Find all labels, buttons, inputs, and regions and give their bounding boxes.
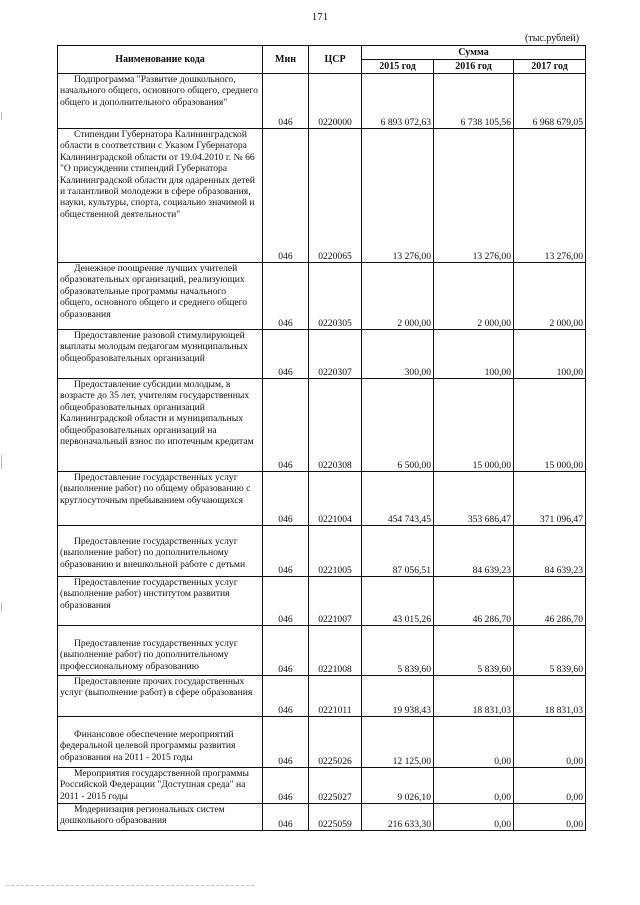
row-amount-2016: 84 639,23 [434,526,514,577]
row-ministry: 046 [263,804,309,831]
row-amount-2015: 6 893 072,63 [362,74,434,129]
row-ministry: 046 [263,472,309,526]
row-name-cell [58,74,263,129]
row-amount-2015: 12 125,00 [362,717,434,768]
scan-edge-mark [1,112,2,120]
row-name: Предоставление государственных услуг (выполнение работ) по дополнительному образованию и внешкольной работе с детьми [60,536,246,570]
row-ministry: 046 [263,74,309,129]
scan-edge-line [6,885,254,886]
row-amount-2017: 6 968 679,05 [514,74,586,129]
table-row [58,626,586,676]
row-amount-2016: 353 686,47 [434,472,514,526]
row-csr: 0221011 [309,676,362,717]
row-csr: 0220305 [309,263,362,330]
row-csr: 0225026 [309,717,362,768]
row-amount-2016: 18 831,03 [434,676,514,717]
scan-edge-mark [1,455,2,469]
row-amount-2015: 216 633,30 [362,804,434,831]
row-amount-2017: 84 639,23 [514,526,586,577]
row-csr: 0220307 [309,330,362,379]
row-csr: 0220065 [309,129,362,263]
table-row [58,577,586,626]
row-name-cell [58,330,263,379]
row-amount-2015: 19 938,43 [362,676,434,717]
row-amount-2016: 46 286,70 [434,577,514,626]
table-body [58,74,586,831]
row-amount-2017: 5 839,60 [514,626,586,676]
row-ministry: 046 [263,577,309,626]
column-header-csr: ЦСР [309,46,362,74]
table-row [58,330,586,379]
row-csr: 0221008 [309,626,362,676]
row-csr: 0220308 [309,379,362,472]
row-name-cell [58,768,263,804]
row-amount-2015: 87 056,51 [362,526,434,577]
table-row [58,472,586,526]
row-name-cell [58,526,263,577]
row-name-cell [58,263,263,330]
row-name-cell [58,717,263,768]
row-amount-2016: 15 000,00 [434,379,514,472]
row-amount-2017: 2 000,00 [514,263,586,330]
budget-table [57,45,586,831]
row-ministry: 046 [263,379,309,472]
row-name: Предоставление государственных услуг (выполнение работ) по общему образованию с круглосуточным пребыванием обучающихся [60,472,251,506]
table-row [58,804,586,831]
row-amount-2015: 13 276,00 [362,129,434,263]
row-amount-2015: 300,00 [362,330,434,379]
row-ministry: 046 [263,717,309,768]
row-amount-2015: 9 026,10 [362,768,434,804]
row-name: Модернизация региональных систем дошкольного образования [60,804,225,827]
row-amount-2016: 2 000,00 [434,263,514,330]
row-name: Финансовое обеспечение мероприятий федеральной целевой программы развития образования на 2011 - 2015 годы [60,729,236,763]
column-header-2017: 2017 год [514,60,586,74]
row-amount-2016: 0,00 [434,768,514,804]
row-amount-2016: 6 738 105,56 [434,74,514,129]
scan-edge-mark [1,602,2,612]
table-row [58,129,586,263]
column-header-ministry: Мин [263,46,309,74]
table-row [58,768,586,804]
row-amount-2016: 13 276,00 [434,129,514,263]
row-name: Денежное поощрение лучших учителей образовательных организаций, реализующих образовательные программы начального общего, основного общего и среднего общего образования [60,263,248,320]
row-ministry: 046 [263,676,309,717]
row-csr: 0221007 [309,577,362,626]
row-csr: 0221004 [309,472,362,526]
column-header-2016: 2016 год [434,60,514,74]
row-ministry: 046 [263,129,309,263]
row-csr: 0225027 [309,768,362,804]
row-amount-2016: 5 839,60 [434,626,514,676]
row-ministry: 046 [263,526,309,577]
row-amount-2017: 13 276,00 [514,129,586,263]
column-header-sum: Сумма [362,46,586,60]
row-amount-2017: 0,00 [514,768,586,804]
row-ministry: 046 [263,330,309,379]
row-amount-2017: 0,00 [514,717,586,768]
row-name: Предоставление разовой стимулирующей выплаты молодым педагогам муниципальных общеобразовательных организаций [60,330,248,364]
row-name: Предоставление государственных услуг (выполнение работ) по дополнительному профессиональному образованию [60,638,238,672]
row-name-cell [58,626,263,676]
table-row [58,263,586,330]
row-name-cell [58,472,263,526]
page-number: 171 [311,11,329,23]
row-amount-2016: 100,00 [434,330,514,379]
row-amount-2017: 18 831,03 [514,676,586,717]
row-name: Предоставление субсидии молодым, в возрасте до 35 лет, учителям государственных общеобразовательных организаций Калининградской области и муниципальных общеобразовательных организаций на первоначальный взнос по ипотечным кредитам [60,379,254,448]
row-amount-2016: 0,00 [434,717,514,768]
row-amount-2015: 2 000,00 [362,263,434,330]
row-csr: 0221005 [309,526,362,577]
table-row [58,717,586,768]
row-amount-2015: 43 015,26 [362,577,434,626]
row-name: Предоставление прочих государственных услуг (выполнение работ) в сфере образования [60,676,253,699]
row-name: Стипендии Губернатора Калининградской области в соответствии с Указом Губернатора Калининградской области от 19.04.2010 г. № 66 "О присуждении стипендий Губернатора Калининградской области для одаренных детей и талантливой молодежи в сфере образования, науки, культуры, спорта, социально значимой и общественной деятельности" [60,129,255,220]
column-header-2015: 2015 год [362,60,434,74]
row-name-cell [58,577,263,626]
row-csr: 0220000 [309,74,362,129]
table-row [58,676,586,717]
row-name-cell [58,379,263,472]
row-amount-2015: 6 500,00 [362,379,434,472]
row-ministry: 046 [263,626,309,676]
row-name-cell [58,129,263,263]
row-amount-2016: 0,00 [434,804,514,831]
row-ministry: 046 [263,263,309,330]
table-header [58,46,586,74]
row-name: Предоставление государственных услуг (выполнение работ) институтом развития образования [60,577,238,611]
row-name: Подпрограмма "Развитие дошкольного, начального общего, основного общего, среднего общего и дополнительного образования" [60,74,258,108]
table-row [58,74,586,129]
row-amount-2017: 100,00 [514,330,586,379]
row-amount-2015: 454 743,45 [362,472,434,526]
row-ministry: 046 [263,768,309,804]
unit-label: (тыс.рублей) [525,33,580,44]
column-header-name: Наименование кода [58,46,263,74]
row-amount-2017: 371 096,47 [514,472,586,526]
row-amount-2017: 0,00 [514,804,586,831]
row-name-cell [58,804,263,831]
row-amount-2015: 5 839,60 [362,626,434,676]
row-name: Мероприятия государственной программы Российской Федерации "Доступная среда" на 2011 - 2015 годы [60,768,249,802]
row-amount-2017: 15 000,00 [514,379,586,472]
row-name-cell [58,676,263,717]
row-amount-2017: 46 286,70 [514,577,586,626]
table-row [58,526,586,577]
row-csr: 0225059 [309,804,362,831]
table-row [58,379,586,472]
